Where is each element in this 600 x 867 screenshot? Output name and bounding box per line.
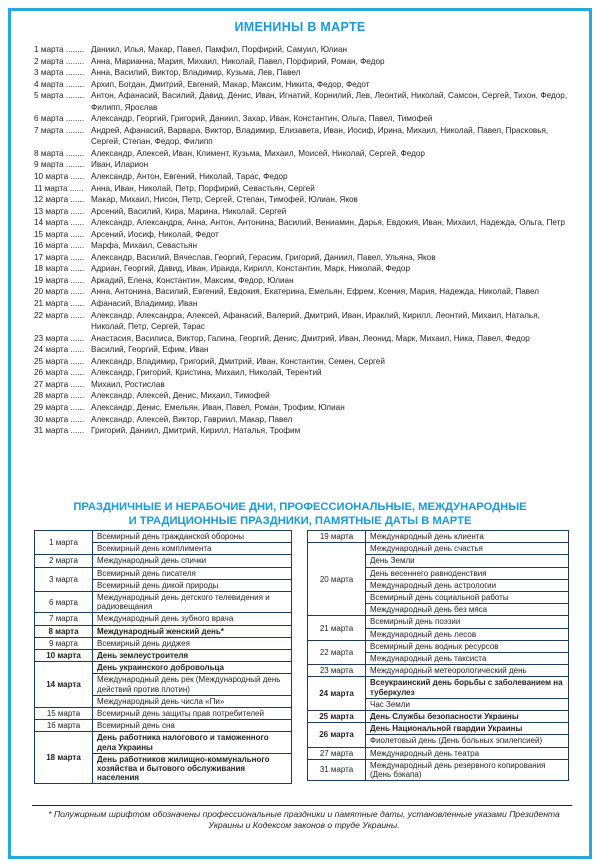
name-day-date: 14 марта ...... [34,218,85,228]
name-day-date: 16 марта ...... [34,241,85,251]
name-day-names: Даниил, Илья, Макар, Павел, Памфил, Порфирий, Самуил, Юлиан [91,45,348,54]
holiday-date: 6 марта [35,592,93,613]
name-day-names: Аркадий, Елена, Константин, Максим, Федор, Юлиан [91,275,294,285]
name-day-date: 25 марта ...... [34,356,85,366]
name-day-date: 28 марта ...... [34,391,85,401]
name-day-date: 18 марта ...... [34,264,85,274]
name-day-date: 17 марта ...... [34,252,85,262]
footnote-divider [32,805,572,806]
name-days-list [34,44,574,437]
name-day-row [34,217,574,229]
name-day-names: Александр, Георгий, Григорий, Даниил, Захар, Иван, Константин, Ольга, Павел, Тимофей [91,114,433,124]
holiday-event: Всемирный день диджея [93,637,292,649]
name-day-names: Григорий, Даниил, Дмитрий, Кирилл, Наталья, Трофим [91,426,301,436]
name-day-names: Александр, Антон, Евгений, Николай, Тарас, Федор [91,172,288,182]
holiday-event: День Национальной гвардии Украины [366,723,569,735]
holiday-row [35,613,292,625]
holiday-row [308,759,569,780]
holiday-event: День работника налогового и таможенного дела Украины [93,732,292,753]
holiday-row [308,616,569,628]
name-day-date: 29 марта ...... [34,402,85,412]
holiday-event: Всемирный день защиты прав потребителей [93,708,292,720]
holiday-event: Международный день счастья [366,543,569,555]
name-day-date: 19 марта ...... [34,275,85,285]
name-day-names: Адриан, Георгий, Давид, Иван, Ираида, Кирилл, Константин, Марк, Николай, Федор [91,264,411,274]
name-day-date: 27 марта ...... [34,379,85,389]
name-day-row [34,90,574,113]
name-day-date: 21 марта ...... [34,299,85,309]
holiday-date: 19 марта [308,531,366,543]
name-day-date: 15 марта ...... [34,229,85,239]
holiday-event: Всемирный день социальной работы [366,592,569,604]
holiday-event: Всемирный день дикой природы [93,579,292,591]
holiday-date: 14 марта [35,662,93,708]
holiday-event: Международный день таксиста [366,653,569,665]
holiday-row [35,708,292,720]
name-day-names: Андрей, Афанасий, Варвара, Виктор, Владимир, Елизавета, Иван, Иосиф, Ирина, Михаил, Николай, Павел, Прасковья, Сергей, Степан, Федор, Филипп [91,125,549,147]
name-day-row [34,390,574,402]
holiday-date: 25 марта [308,711,366,723]
holiday-date: 24 марта [308,677,366,711]
name-day-date: 1 марта ........ [34,45,85,54]
name-day-names: Антон, Афанасий, Василий, Давид, Денис, Иван, Игнатий, Корнилий, Лев, Леонтий, Николай, Самсон, Сергей, Тихон, Федор, Филипп, Ярослав [91,91,568,112]
name-day-date: 13 марта ...... [34,206,85,216]
holiday-date: 2 марта [35,555,93,567]
holiday-event: Всемирный день гражданской обороны [93,531,292,543]
name-day-names: Макар, Михаил, Нисон, Петр, Сергей, Степан, Тимофей, Юлиан, Яков [91,195,358,205]
holiday-row [308,640,569,652]
name-day-names: Александр, Василий, Вячеслав, Георгий, Герасим, Григорий, Даниил, Павел, Ульяна, Яков [91,252,436,262]
name-day-row [34,298,574,310]
name-day-row [34,159,574,171]
name-day-row [34,402,574,414]
holiday-row [35,625,292,637]
name-day-row [34,310,574,333]
holiday-row [35,567,292,579]
holiday-event: Всемирный день комплимента [93,543,292,555]
holiday-event: Международный день детского телевидения и радиовещания [93,592,292,613]
name-day-names: Александр, Григорий, Кристина, Михаил, Николай, Терентий [91,368,322,378]
name-day-date: 4 марта ........ [34,79,85,89]
holiday-event: Международный день рек (Международный день действий против плотин) [93,674,292,695]
name-day-names: Анна, Василий, Виктор, Владимир, Кузьма, Лев, Павел [91,68,301,78]
holiday-event: Международный день клиента [366,531,569,543]
holiday-event: Международный метеорологический день [366,665,569,677]
holiday-row [308,543,569,555]
name-day-row [34,125,574,148]
name-day-names: Александр, Александра, Анна, Антон, Антонина, Василий, Вениамин, Дарья, Евдокия, Иван, Михаил, Надежда, Ольга, Петр [91,218,565,228]
name-day-names: Михаил, Ростислав [91,379,165,389]
holiday-date: 22 марта [308,640,366,664]
holiday-event: Международный день астрологии [366,579,569,591]
holiday-date: 20 марта [308,543,366,616]
holiday-date: 1 марта [35,531,93,555]
holiday-event: Международный день зубного врача [93,613,292,625]
holiday-date: 26 марта [308,723,366,747]
name-day-row [34,148,574,160]
holiday-event: Международный женский день* [93,625,292,637]
holiday-row [35,592,292,613]
holiday-date: 18 марта [35,732,93,784]
name-day-names: Архип, Богдан, Дмитрий, Евгений, Макар, Максим, Никита, Федор, Федот [91,79,370,89]
name-day-date: 22 марта ...... [34,310,85,320]
holidays-table-right [307,530,569,781]
name-day-date: 24 марта ...... [34,345,85,355]
holiday-event: День работников жилищно-коммунального хозяйства и бытового обслуживания населения [93,753,292,784]
holiday-row [308,665,569,677]
name-day-date: 6 марта ........ [34,114,85,124]
name-day-row [34,240,574,252]
name-day-names: Анна, Иван, Николай, Петр, Порфирий, Севастьян, Сергей [91,183,315,193]
holiday-row [35,531,292,543]
name-day-names: Александр, Денис, Емельян, Иван, Павел, Роман, Трофим, Юлиан [91,402,345,412]
name-day-names: Александр, Александра, Алексей, Афанасий, Валерий, Дмитрий, Иван, Ираклий, Кирилл, Леонтий, Михаил, Наталья, Николай, Петр, Сергей, Тарас [91,310,540,332]
holiday-row [308,747,569,759]
holiday-date: 31 марта [308,759,366,780]
holiday-row [35,732,292,753]
holidays-title-line2: И ТРАДИЦИОННЫЕ ПРАЗДНИКИ, ПАМЯТНЫЕ ДАТЫ В МАРТЕ [128,515,472,527]
name-day-names: Анна, Антонина, Василий, Евгений, Евдокия, Екатерина, Емельян, Ефрем, Ксения, Мария, Надежда, Николай, Павел [91,287,540,297]
name-day-row [34,56,574,68]
name-day-row [34,344,574,356]
name-day-date: 7 марта ........ [34,125,85,135]
name-day-row [34,171,574,183]
name-day-row [34,263,574,275]
name-day-date: 23 марта ...... [34,333,85,343]
name-day-row [34,113,574,125]
holiday-event: Международный день резервного копирования (День бэкапа) [366,759,569,780]
name-day-date: 30 марта ...... [34,414,85,424]
name-day-date: 12 марта ...... [34,195,85,205]
name-day-date: 10 марта ...... [34,172,85,182]
name-day-row [34,229,574,241]
name-day-names: Арсений, Иосиф, Николай, Федот [91,229,219,239]
holiday-event: День украинского добровольца [93,662,292,674]
name-day-date: 3 марта ........ [34,68,85,78]
name-day-names: Александр, Алексей, Иван, Климент, Кузьма, Михаил, Моисей, Николай, Сергей, Федор [91,148,425,158]
holiday-event: Международный день без мяса [366,604,569,616]
name-day-names: Анастасия, Василиса, Виктор, Галина, Георгий, Денис, Дмитрий, Иван, Леонид, Марк, Михаил, Ника, Павел, Федор [91,333,530,343]
holiday-event: День Земли [366,555,569,567]
holidays-title [0,500,600,528]
name-day-date: 20 марта ...... [34,287,85,297]
name-day-names: Александр, Алексей, Денис, Михаил, Тимофей [91,391,270,401]
holiday-event: Международный день спички [93,555,292,567]
holiday-row [35,555,292,567]
name-day-row [34,183,574,195]
name-day-date: 9 марта ........ [34,160,85,170]
holiday-event: Всемирный день писателя [93,567,292,579]
name-day-row [34,275,574,287]
name-day-row [34,379,574,391]
holiday-event: День Службы безопасности Украины [366,711,569,723]
footnote: * Полужирным шрифтом обозначены профессиональные праздники и памятные даты, установленные указами Президента Украины и Кодексом законов о труде Украины. [48,809,560,831]
holidays-title-line1: ПРАЗДНИЧНЫЕ И НЕРАБОЧИЕ ДНИ, ПРОФЕССИОНАЛЬНЫЕ, МЕЖДУНАРОДНЫЕ [73,501,527,513]
holiday-date: 27 марта [308,747,366,759]
holiday-row [35,637,292,649]
name-day-names: Александр, Владимир, Григорий, Дмитрий, Иван, Константин, Семен, Сергей [91,356,385,366]
holiday-date: 16 марта [35,720,93,732]
name-day-row [34,252,574,264]
name-day-row [34,206,574,218]
name-day-row [34,44,574,56]
name-day-date: 5 марта ........ [34,91,85,101]
holidays-table-left [34,530,292,784]
holiday-event: День весеннего равноденствия [366,567,569,579]
name-day-row [34,425,574,437]
holiday-row [35,662,292,674]
name-day-row [34,286,574,298]
name-day-names: Василий, Георгий, Ефим, Иван [91,345,209,355]
name-day-row [34,414,574,426]
holiday-event: Международный день лесов [366,628,569,640]
holiday-row [35,650,292,662]
holiday-event: Всемирный день поэзии [366,616,569,628]
holiday-date: 7 марта [35,613,93,625]
holiday-row [308,531,569,543]
name-days-title: ИМЕНИНЫ В МАРТЕ [234,20,366,34]
holiday-event: Всеукраинский день борьбы с заболеванием на туберкулез [366,677,569,698]
holiday-date: 10 марта [35,650,93,662]
name-day-date: 31 марта ...... [34,426,85,436]
holiday-row [308,677,569,698]
name-day-date: 8 марта ........ [34,148,85,158]
name-day-names: Иван, Иларион [91,160,149,170]
name-day-names: Афанасий, Владимир, Иван [91,299,198,309]
holiday-event: Всемирный день сна [93,720,292,732]
name-day-row [34,194,574,206]
name-day-row [34,333,574,345]
name-day-row [34,367,574,379]
name-day-names: Анна, Марианна, Мария, Михаил, Николай, Павел, Порфирий, Роман, Федор [91,56,385,66]
holiday-row [308,723,569,735]
holiday-date: 15 марта [35,708,93,720]
holiday-event: Международный день театра [366,747,569,759]
name-day-date: 26 марта ...... [34,368,85,378]
holiday-date: 9 марта [35,637,93,649]
holiday-date: 21 марта [308,616,366,640]
holiday-event: Всемирный день водных ресурсов [366,640,569,652]
name-day-date: 2 марта ........ [34,56,85,66]
holiday-date: 3 марта [35,567,93,591]
name-day-row [34,67,574,79]
holiday-event: День землеустроителя [93,650,292,662]
holiday-event: Международный день числа «Пи» [93,695,292,707]
name-day-date: 11 марта ...... [34,183,84,193]
holiday-date: 23 марта [308,665,366,677]
holiday-date: 8 марта [35,625,93,637]
name-day-names: Арсений, Василий, Кира, Марина, Николай, Сергей [91,206,287,216]
name-day-row [34,356,574,368]
holiday-event: Фиолетовый день (День больных эпилепсией) [366,735,569,747]
name-day-names: Александр, Алексей, Виктор, Гавриил, Макар, Павел [91,414,293,424]
name-day-row [34,79,574,91]
holiday-row [35,720,292,732]
name-day-names: Марфа, Михаил, Севастьян [91,241,198,251]
holiday-event: Час Земли [366,698,569,710]
holiday-row [308,711,569,723]
